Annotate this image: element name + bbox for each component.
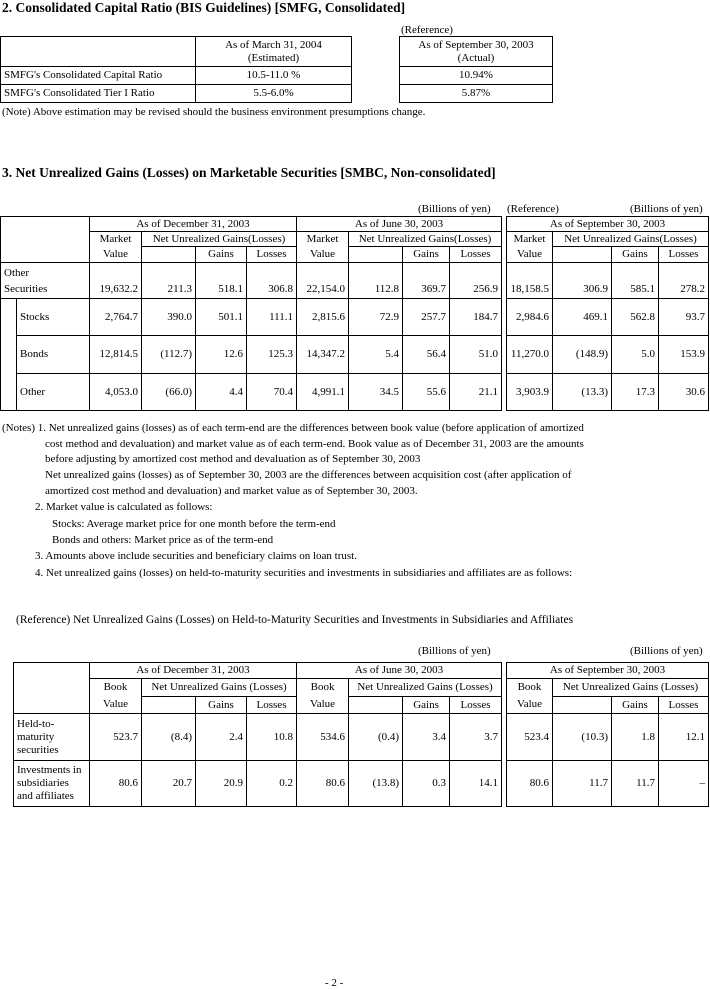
cell: 4.4 <box>196 374 247 411</box>
cr-row-label: SMFG's Consolidated Tier I Ratio <box>1 85 196 103</box>
cell: 10.8 <box>247 714 297 761</box>
cell: 469.1 <box>553 299 612 336</box>
h-losses: Losses <box>247 697 297 714</box>
cell: 34.5 <box>349 374 403 411</box>
total-cell: 18,158.5 <box>507 263 553 299</box>
htm-corner <box>14 663 90 714</box>
cell: (148.9) <box>553 336 612 374</box>
note-line: before adjusting by amortized cost method and devaluation as of September 30, 2003 <box>45 453 421 465</box>
row-label: Bonds <box>17 336 90 374</box>
row-label: Held-to- maturity securities <box>14 714 90 761</box>
note-line: cost method and devaluation) and market value as of each term-end. Book value as of December 31, 2003 are the amounts <box>45 438 584 450</box>
section2-title: 2. Consolidated Capital Ratio (BIS Guidelines) [SMFG, Consolidated] <box>2 0 406 15</box>
sec-corner <box>1 217 90 263</box>
s3-reference-label: (Reference) <box>507 203 559 215</box>
cell: 153.9 <box>659 336 709 374</box>
total-cell: 256.9 <box>450 263 502 299</box>
htm-ref-table <box>506 662 709 807</box>
cell: 20.7 <box>142 761 196 807</box>
other-securities-label: Other Securities <box>1 263 90 299</box>
table-row <box>1 299 502 336</box>
cell: 2,984.6 <box>507 299 553 336</box>
table-row <box>507 761 709 807</box>
htm-period-header: As of September 30, 2003 <box>507 663 709 679</box>
h-nug: Net Unrealized Gains (Losses) <box>349 679 502 697</box>
total-cell: 306.9 <box>553 263 612 299</box>
cell: 4,991.1 <box>297 374 349 411</box>
cell: 70.4 <box>247 374 297 411</box>
sec-period-header: As of December 31, 2003 <box>90 217 297 232</box>
cell: 3.4 <box>403 714 450 761</box>
table-row <box>1 374 502 411</box>
htm-period-header: As of December 31, 2003 <box>90 663 297 679</box>
note-line: 4. Net unrealized gains (losses) on held-to-maturity securities and investments in subsidiaries and affiliates are as follows: <box>35 567 573 579</box>
row-label: Investments in subsidiaries and affiliates <box>14 761 90 807</box>
cell: 12,814.5 <box>90 336 142 374</box>
page-number: - 2 - <box>325 977 344 989</box>
cell: (66.0) <box>142 374 196 411</box>
cell: 0.3 <box>403 761 450 807</box>
table-row <box>507 374 709 411</box>
h-market: Market <box>297 232 349 247</box>
s3-unit-1: (Billions of yen) <box>418 203 491 215</box>
cell: – <box>659 761 709 807</box>
cell: 0.2 <box>247 761 297 807</box>
cell: (0.4) <box>349 714 403 761</box>
total-cell: 306.8 <box>247 263 297 299</box>
cell: (8.4) <box>142 714 196 761</box>
ref-unit-2: (Billions of yen) <box>630 645 703 657</box>
cell: 390.0 <box>142 299 196 336</box>
section3-title: 3. Net Unrealized Gains (Losses) on Marketable Securities [SMBC, Non-consolidated] <box>2 165 496 180</box>
total-cell: 19,632.2 <box>90 263 142 299</box>
row-label: Other <box>17 374 90 411</box>
h-book: Book <box>297 679 349 697</box>
h-nug: Net Unrealized Gains (Losses) <box>142 679 297 697</box>
total-cell: 369.7 <box>403 263 450 299</box>
cell: 534.6 <box>297 714 349 761</box>
h-gains: Gains <box>612 247 659 263</box>
cr-act-header: As of September 30, 2003 (Actual) <box>400 37 553 67</box>
sec-period-header: As of June 30, 2003 <box>297 217 502 232</box>
h-gains: Gains <box>403 697 450 714</box>
h-losses: Losses <box>450 697 502 714</box>
h-value: Value <box>507 247 553 263</box>
total-cell: 518.1 <box>196 263 247 299</box>
cell: 5.4 <box>349 336 403 374</box>
cell: 2.4 <box>196 714 247 761</box>
table-row <box>14 761 502 807</box>
reference-title: (Reference) Net Unrealized Gains (Losses) on Held-to-Maturity Securities and Investments in Subsidiaries and Affiliates <box>16 614 574 626</box>
h-losses: Losses <box>659 247 709 263</box>
h-nug: Net Unrealized Gains(Losses) <box>349 232 502 247</box>
h-losses: Losses <box>247 247 297 263</box>
h-blank <box>142 697 196 714</box>
cell: 12.6 <box>196 336 247 374</box>
note-line: 2. Market value is calculated as follows: <box>35 501 213 513</box>
h-blank <box>349 247 403 263</box>
note-line: Net unrealized gains (losses) as of September 30, 2003 are the differences between acquisition cost (after application of <box>45 469 572 481</box>
htm-period-header: As of June 30, 2003 <box>297 663 502 679</box>
cr-row-est: 10.5-11.0 % <box>196 67 352 85</box>
cell: 56.4 <box>403 336 450 374</box>
h-book: Book <box>90 679 142 697</box>
row-label: Stocks <box>17 299 90 336</box>
cell: 20.9 <box>196 761 247 807</box>
h-gains: Gains <box>612 697 659 714</box>
cell: (10.3) <box>553 714 612 761</box>
cell: 111.1 <box>247 299 297 336</box>
h-blank <box>142 247 196 263</box>
cell: 2,764.7 <box>90 299 142 336</box>
cell: 257.7 <box>403 299 450 336</box>
h-gains: Gains <box>196 697 247 714</box>
cell: 125.3 <box>247 336 297 374</box>
total-cell: 112.8 <box>349 263 403 299</box>
h-value: Value <box>90 697 142 714</box>
h-nug: Net Unrealized Gains(Losses) <box>553 232 709 247</box>
cell: 5.0 <box>612 336 659 374</box>
cell: 55.6 <box>403 374 450 411</box>
sec-period-header: As of September 30, 2003 <box>507 217 709 232</box>
cell: 12.1 <box>659 714 709 761</box>
cr-label-header <box>1 37 196 67</box>
note-line: amortized cost method and devaluation) and market value as of September 30, 2003. <box>45 485 418 497</box>
h-gains: Gains <box>196 247 247 263</box>
cell: 3,903.9 <box>507 374 553 411</box>
cell: 21.1 <box>450 374 502 411</box>
cell: 184.7 <box>450 299 502 336</box>
cell: 562.8 <box>612 299 659 336</box>
note-line: Bonds and others: Market price as of the term-end <box>52 534 274 546</box>
total-cell: 22,154.0 <box>297 263 349 299</box>
cr-row-label: SMFG's Consolidated Capital Ratio <box>1 67 196 85</box>
s2-reference-label: (Reference) <box>401 24 453 36</box>
h-losses: Losses <box>659 697 709 714</box>
cell: 2,815.6 <box>297 299 349 336</box>
note-line: Stocks: Average market price for one month before the term-end <box>52 518 336 530</box>
table-row <box>14 714 502 761</box>
h-losses: Losses <box>450 247 502 263</box>
h-blank <box>349 697 403 714</box>
h-value: Value <box>297 247 349 263</box>
h-market: Market <box>90 232 142 247</box>
s2-note: (Note) Above estimation may be revised should the business environment presumptions change. <box>2 106 426 118</box>
cell: 51.0 <box>450 336 502 374</box>
capital-ratio-table <box>0 36 352 103</box>
cell: 1.8 <box>612 714 659 761</box>
cell: 501.1 <box>196 299 247 336</box>
cell: 14.1 <box>450 761 502 807</box>
h-blank <box>553 697 612 714</box>
table-row <box>507 336 709 374</box>
cell: 523.4 <box>507 714 553 761</box>
table-row <box>507 714 709 761</box>
securities-table <box>0 216 502 411</box>
total-cell: 211.3 <box>142 263 196 299</box>
cell: 14,347.2 <box>297 336 349 374</box>
cell: (112.7) <box>142 336 196 374</box>
cell: 11,270.0 <box>507 336 553 374</box>
cell: 11.7 <box>553 761 612 807</box>
cell: 11.7 <box>612 761 659 807</box>
cr-est-header: As of March 31, 2004 (Estimated) <box>196 37 352 67</box>
cell: 17.3 <box>612 374 659 411</box>
h-nug: Net Unrealized Gains(Losses) <box>142 232 297 247</box>
cell: 80.6 <box>90 761 142 807</box>
table-row <box>507 299 709 336</box>
cell: 523.7 <box>90 714 142 761</box>
cr-row-act: 10.94% <box>400 67 553 85</box>
total-cell: 585.1 <box>612 263 659 299</box>
cell: 4,053.0 <box>90 374 142 411</box>
table-row <box>1 336 502 374</box>
cr-row-act: 5.87% <box>400 85 553 103</box>
cell: 72.9 <box>349 299 403 336</box>
total-cell: 278.2 <box>659 263 709 299</box>
h-book: Book <box>507 679 553 697</box>
s3-unit-2: (Billions of yen) <box>630 203 703 215</box>
capital-ratio-ref-table <box>399 36 553 103</box>
h-value: Value <box>297 697 349 714</box>
ref-unit-1: (Billions of yen) <box>418 645 491 657</box>
note-line: (Notes) 1. Net unrealized gains (losses) as of each term-end are the differences between book value (before application of amortized <box>2 422 584 434</box>
h-value: Value <box>90 247 142 263</box>
cell: 93.7 <box>659 299 709 336</box>
securities-ref-table <box>506 216 709 411</box>
cell: 80.6 <box>297 761 349 807</box>
cell: 80.6 <box>507 761 553 807</box>
cell: 3.7 <box>450 714 502 761</box>
h-market: Market <box>507 232 553 247</box>
htm-table <box>13 662 502 807</box>
h-blank <box>553 247 612 263</box>
h-gains: Gains <box>403 247 450 263</box>
cell: (13.8) <box>349 761 403 807</box>
cell: 30.6 <box>659 374 709 411</box>
cr-row-est: 5.5-6.0% <box>196 85 352 103</box>
cell: (13.3) <box>553 374 612 411</box>
note-line: 3. Amounts above include securities and beneficiary claims on loan trust. <box>35 550 357 562</box>
h-nug: Net Unrealized Gains (Losses) <box>553 679 709 697</box>
h-value: Value <box>507 697 553 714</box>
